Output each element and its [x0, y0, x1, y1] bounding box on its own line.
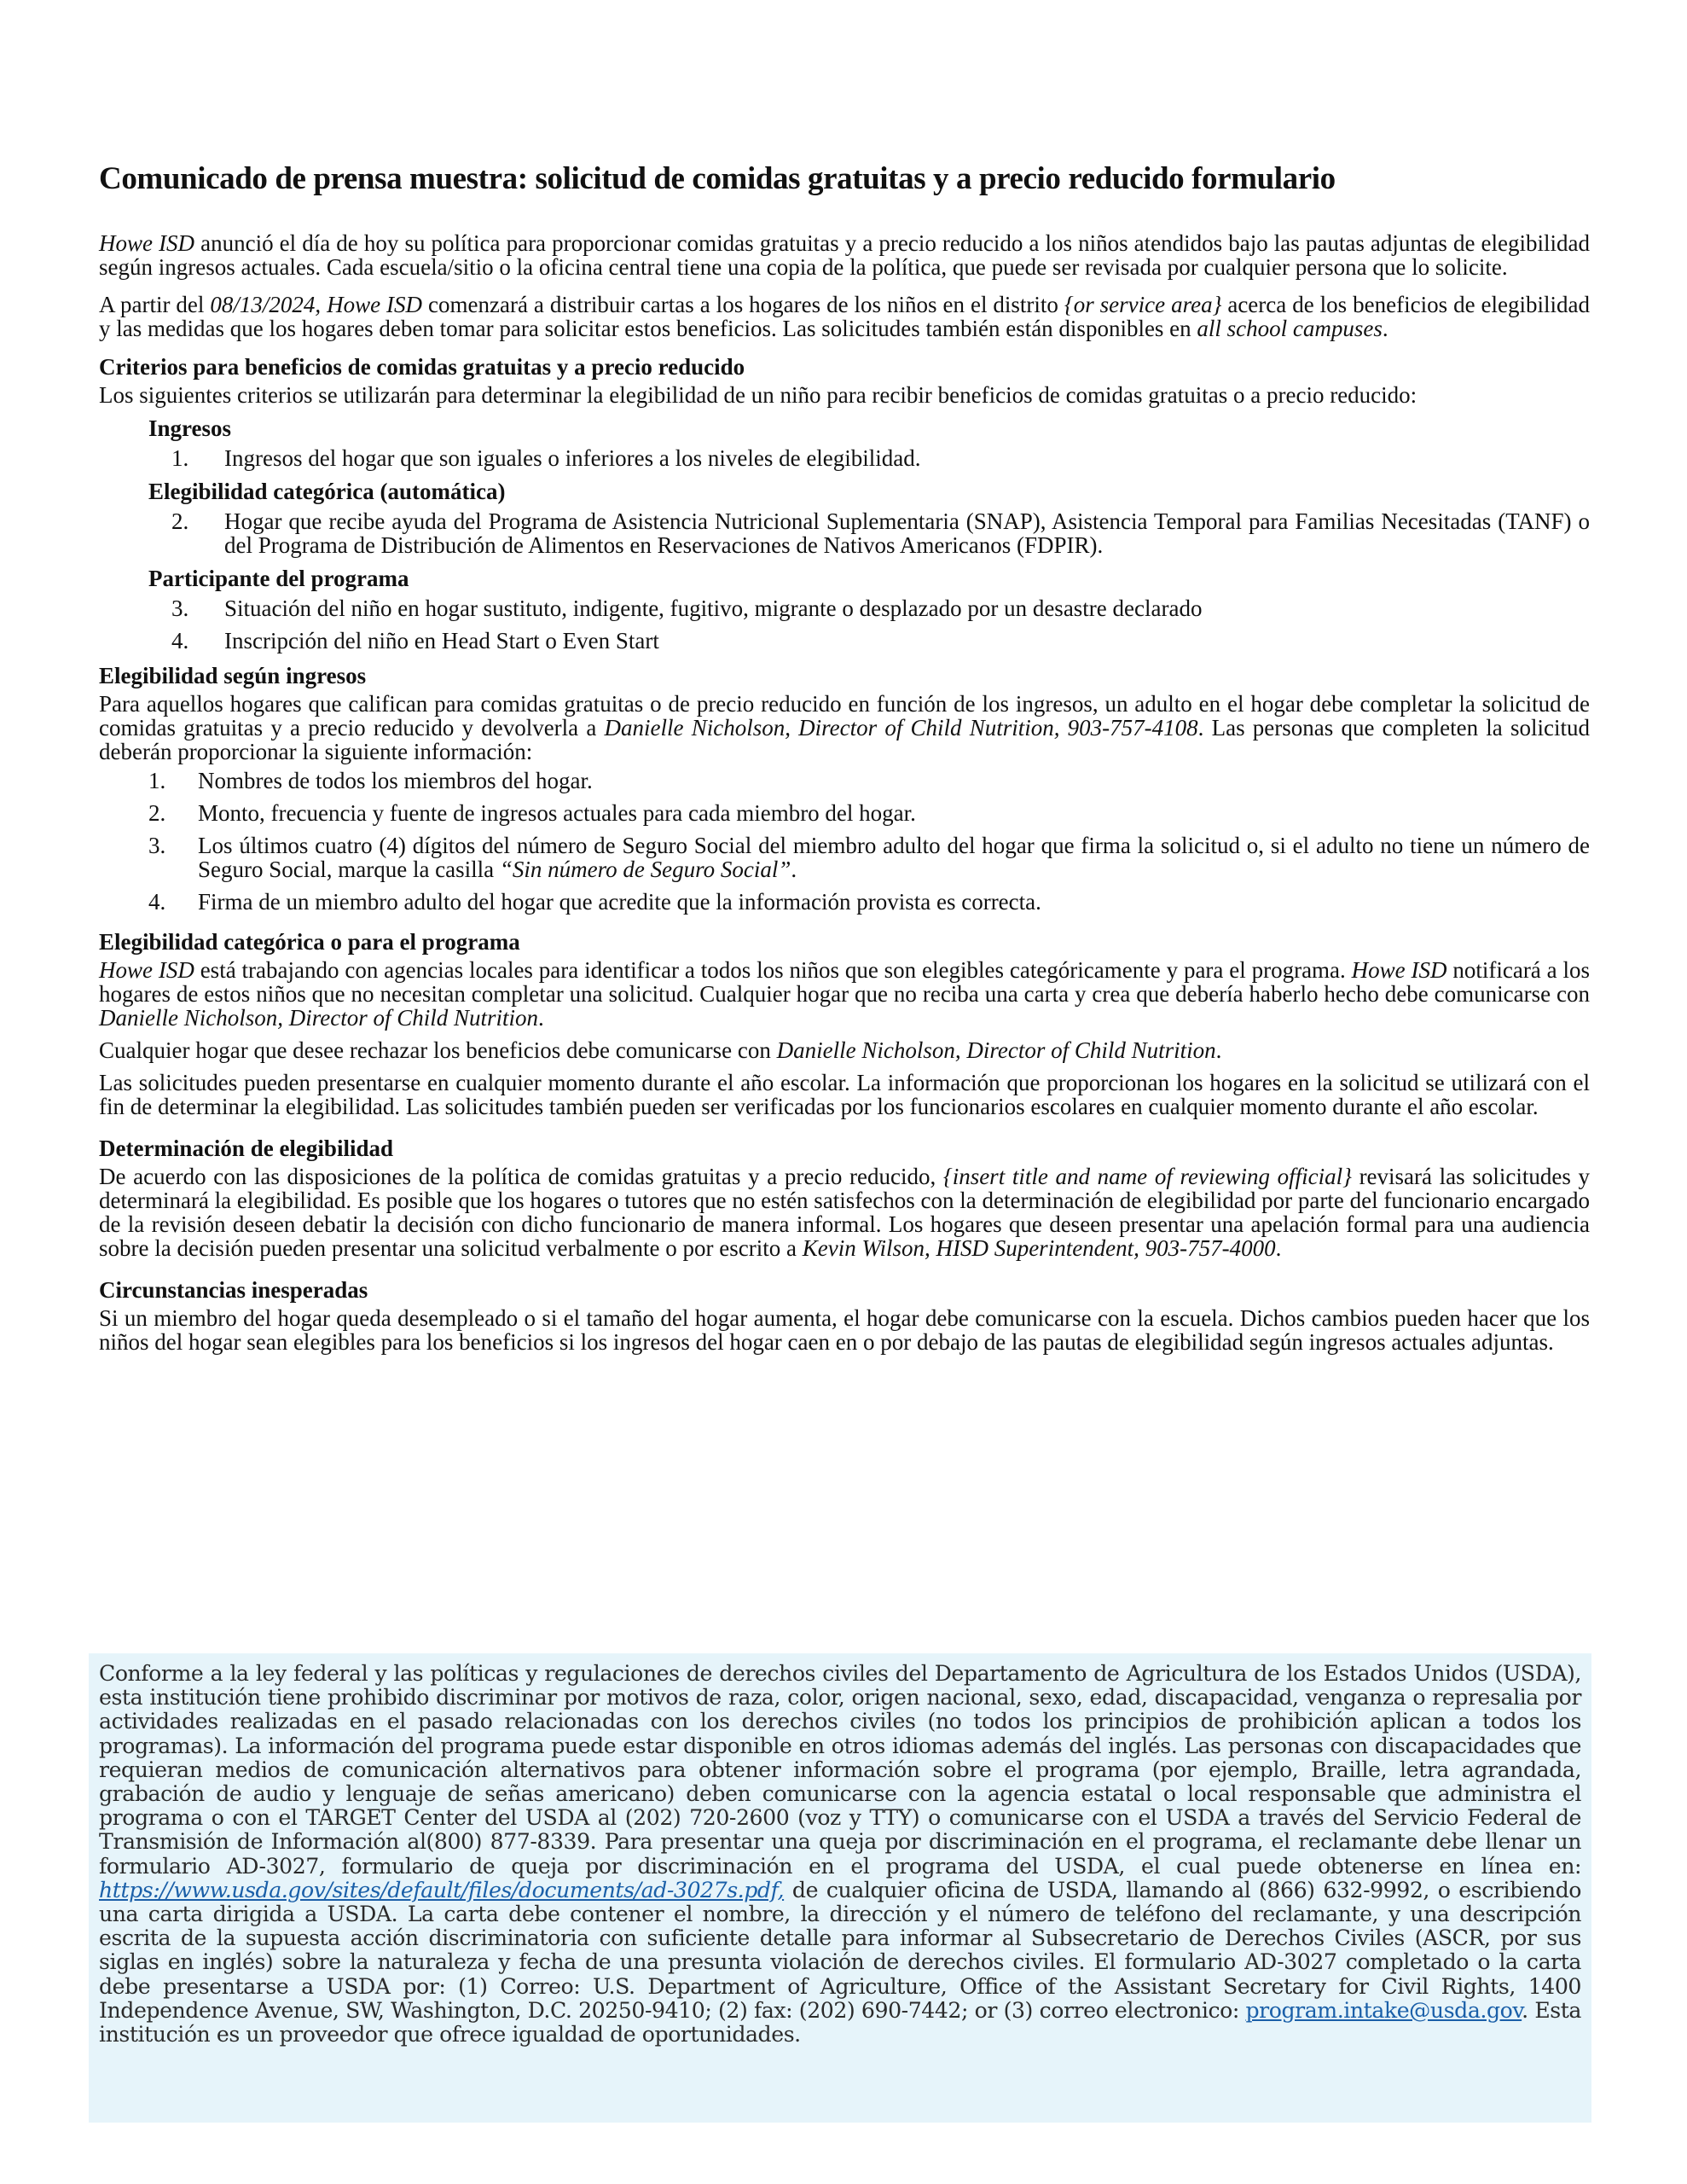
list-item: 2. Hogar que recibe ayuda del Programa de Asistencia Nutricional Suplementaria (SNAP), Asistencia Temporal para Familias Necesitadas (TANF) o del Programa de Distribución de Alimentos en Reservaciones de Nativos Americanos (FDPIR).	[171, 508, 1590, 558]
email-link[interactable]: program.intake@usda.gov	[1245, 1997, 1522, 2023]
list-item: 1. Ingresos del hogar que son iguales o inferiores a los niveles de elegibilidad.	[171, 445, 921, 471]
nondiscrimination-statement	[89, 1653, 1591, 2123]
categorical-paragraph-2: Cualquier hogar que desee rechazar los beneficios debe comunicarse con Danielle Nicholson, Director of Child Nutrition.	[99, 1037, 1222, 1063]
categorical-paragraph-1: Howe ISD está trabajando con agencias locales para identificar a todos los niños que son elegibles categóricamente y para el programa. Howe ISD notificará a los hogares de estos niños que no necesitan completar una solicitud. Cualquier hogar que no reciba una carta y crea que debería haberlo hecho debe comunicarse con Danielle Nicholson, Director of Child Nutrition.	[99, 957, 1590, 1031]
income-heading: Elegibilidad según ingresos	[99, 663, 367, 688]
income-paragraph: Para aquellos hogares que califican para comidas gratuitas o de precio reducido en función de los ingresos, un adulto en el hogar debe completar la solicitud de comidas gratuitas y a precio reducido y devolverla a Danielle Nicholson, Director of Child Nutrition, 903-757-4108. Las personas que completen la solicitud deberán proporcionar la siguiente información:	[99, 691, 1590, 764]
page-title: Comunicado de prensa muestra: solicitud de comidas gratuitas y a precio reducido formulario	[99, 161, 1336, 196]
categorical-heading: Elegibilidad categórica o para el programa	[99, 929, 520, 955]
list-item: 4. Inscripción del niño en Head Start o Even Start	[171, 628, 659, 653]
determination-heading: Determinación de elegibilidad	[99, 1136, 393, 1161]
income-info-list	[99, 769, 1590, 914]
criteria-intro: Los siguientes criterios se utilizarán para determinar la elegibilidad de un niño para recibir beneficios de comidas gratuitas o a precio reducido:	[99, 382, 1417, 408]
unexpected-heading: Circunstancias inesperadas	[99, 1277, 368, 1303]
list-item: 3. Situación del niño en hogar sustituto, indigente, fugitivo, migrante o desplazado por un desastre declarado	[171, 595, 1203, 621]
criteria-list	[99, 596, 1590, 653]
document-page	[99, 136, 1590, 1368]
determination-paragraph: De acuerdo con las disposiciones de la política de comidas gratuitas y a precio reducido, {insert title and name of reviewing official} revisará las solicitudes y determinará la elegibilidad. Es posible que los hogares o tutores que no estén satisfechos con la determinación de elegibilidad por parte del funcionario encargado de la revisión deseen debatir la decisión con dicho funcionario de manera informal. Los hogares que deseen presentar una apelación formal para una audiencia sobre la decisión pueden presentar una solicitud verbalmente o por escrito a Kevin Wilson, HISD Superintendent, 903-757-4000.	[99, 1164, 1590, 1261]
complaint-form-link[interactable]: https://www.usda.gov/sites/default/files/documents/ad-3027s.pdf,	[99, 1877, 785, 1902]
unexpected-paragraph: Si un miembro del hogar queda desempleado o si el tamaño del hogar aumenta, el hogar debe comunicarse con la escuela. Dichos cambios pueden hacer que los niños del hogar sean elegibles para los beneficios si los ingresos del hogar caen en o por debajo de las pautas de elegibilidad según ingresos actuales adjuntas.	[99, 1305, 1590, 1355]
criteria-group-heading: Ingresos	[148, 415, 232, 441]
intro-paragraph-2: A partir del 08/13/2024, Howe ISD comenzará a distribuir cartas a los hogares de los niños en el distrito {or service area} acerca de los beneficios de elegibilidad y las medidas que los hogares deben tomar para solicitar estos beneficios. Las solicitudes también están disponibles en all school campuses.	[99, 292, 1590, 341]
intro-paragraph-1: Howe ISD anunció el día de hoy su política para proporcionar comidas gratuitas y a precio reducido a los niños atendidos bajo las pautas adjuntas de elegibilidad según ingresos actuales. Cada escuela/sitio o la oficina central tiene una copia de la política, que puede ser revisada por cualquier persona que lo solicite.	[99, 230, 1591, 280]
criteria-list	[99, 509, 1590, 557]
list-item: 1. Nombres de todos los miembros del hogar.	[148, 768, 593, 793]
list-item: 4. Firma de un miembro adulto del hogar que acredite que la información provista es correcta.	[148, 889, 1041, 915]
criteria-list	[99, 446, 1590, 470]
district-name: Howe ISD	[99, 230, 195, 256]
criteria-heading: Criterios para beneficios de comidas gratuitas y a precio reducido	[99, 354, 745, 380]
criteria-group-heading: Elegibilidad categórica (automática)	[148, 479, 506, 504]
list-item: 2. Monto, frecuencia y fuente de ingresos actuales para cada miembro del hogar.	[148, 800, 916, 826]
categorical-paragraph-3: Las solicitudes pueden presentarse en cualquier momento durante el año escolar. La información que proporcionan los hogares en la solicitud se utilizará con el fin de determinar la elegibilidad. Las solicitudes también pueden ser verificadas por los funcionarios escolares en cualquier momento durante el año escolar.	[99, 1070, 1590, 1119]
list-item: 3. Los últimos cuatro (4) dígitos del número de Seguro Social del miembro adulto del hogar que firma la solicitud o, si el adulto no tiene un número de Seguro Social, marque la casilla “Sin número de Seguro Social”.	[148, 833, 1590, 882]
nondiscrimination-text: Conforme a la ley federal y las políticas y regulaciones de derechos civiles del Departamento de Agricultura de los Estados Unidos (USDA), esta institución tiene prohibido discriminar por motivos de raza, color, origen nacional, sexo, edad, discapacidad, venganza o represalia por actividades realizadas en el pasado relacionadas con los derechos civiles (no todos los principios de prohibición aplican a todos los programas). La información del programa puede estar disponible en otros idiomas además del inglés. Las personas con discapacidades que requieran medios de comunicación alternativos para obtener información sobre el programa (por ejemplo, Braille, letra agrandada, grabación de audio y lenguaje de señas americano) deben comunicarse con la agencia estatal o local responsable que administra el programa o con el TARGET Center del USDA al (202) 720-2600 (voz y TTY) o comunicarse con el USDA a través del Servicio Federal de Transmisión de Información al(800) 877-8339. Para presentar una queja por discriminación en el programa, el reclamante debe llenar un formulario AD-3027, formulario de queja por discriminación en el programa del USDA, el cual puede obtenerse en línea en: https://www.usda.gov/sites/default/files/documents/ad-3027s.pdf, de cualquier oficina de USDA, llamando al (866) 632-9992, o escribiendo una carta dirigida a USDA. La carta debe contener el nombre, la dirección y el número de teléfono del reclamante, y una descripción escrita de la supuesta acción discriminatoria con suficiente detalle para informar al Subsecretario de Derechos Civiles (ASCR, por sus siglas en inglés) sobre la naturaleza y fecha de una presunta violación de derechos civiles. El formulario AD-3027 completado o la carta debe presentarse a USDA por: (1) Correo: U.S. Department of Agriculture, Office of the Assistant Secretary for Civil Rights, 1400 Independence Avenue, SW, Washington, D.C. 20250-9410; (2) fax: (202) 690-7442; or (3) correo electronico: program.intake@usda.gov. Esta institución es un proveedor que ofrece igualdad de oportunidades.	[99, 1661, 1581, 2048]
criteria-group-heading: Participante del programa	[148, 566, 409, 591]
